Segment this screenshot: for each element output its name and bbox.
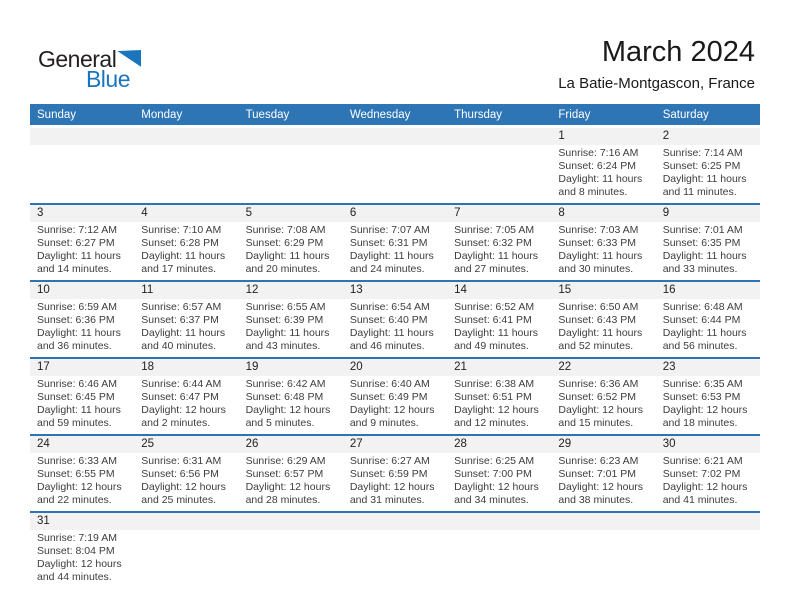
day-number-empty — [551, 513, 655, 530]
daylight-text: Daylight: 12 hours and 22 minutes. — [37, 481, 122, 506]
day-cell — [239, 455, 343, 507]
day-number: 12 — [245, 284, 259, 296]
day-cell — [447, 455, 551, 507]
daylight-text: Daylight: 11 hours and 11 minutes. — [662, 173, 747, 198]
sunrise-text: Sunrise: 6:40 AM — [349, 378, 430, 390]
daylight-text: Daylight: 12 hours and 2 minutes. — [141, 404, 226, 429]
sunrise-text: Sunrise: 6:21 AM — [662, 455, 743, 467]
day-details-row — [30, 376, 760, 434]
day-cell — [239, 224, 343, 276]
day-number-empty — [134, 513, 238, 530]
day-number-empty — [30, 128, 134, 145]
day-number-band — [30, 513, 760, 530]
daylight-text: Daylight: 12 hours and 9 minutes. — [349, 404, 435, 429]
daylight-text: Daylight: 12 hours and 15 minutes. — [558, 404, 644, 429]
daylight-text: Daylight: 11 hours and 27 minutes. — [454, 250, 538, 275]
day-number: 25 — [141, 438, 155, 450]
day-cell — [30, 224, 134, 276]
day-number: 27 — [349, 438, 363, 450]
sunrise-text: Sunrise: 6:25 AM — [454, 455, 535, 467]
sunrise-text: Sunrise: 6:38 AM — [454, 378, 535, 390]
sunrise-text: Sunrise: 6:31 AM — [141, 455, 222, 467]
daylight-text: Daylight: 12 hours and 18 minutes. — [662, 404, 748, 429]
sunrise-text: Sunrise: 7:08 AM — [245, 224, 326, 236]
weekday-header-friday: Friday — [558, 108, 591, 121]
sunrise-text: Sunrise: 6:27 AM — [349, 455, 430, 467]
daylight-text: Daylight: 11 hours and 40 minutes. — [141, 327, 226, 352]
day-number: 7 — [454, 207, 461, 219]
sunrise-text: Sunrise: 7:07 AM — [349, 224, 430, 236]
sunrise-text: Sunrise: 7:14 AM — [662, 147, 743, 159]
sunrise-text: Sunrise: 7:05 AM — [454, 224, 535, 236]
daylight-text: Daylight: 12 hours and 28 minutes. — [245, 481, 331, 506]
daylight-text: Daylight: 12 hours and 41 minutes. — [662, 481, 748, 506]
sunset-text: Sunset: 6:39 PM — [245, 314, 324, 326]
sunset-text: Sunset: 6:37 PM — [141, 314, 219, 326]
day-cell — [447, 301, 551, 353]
sunset-text: Sunset: 6:41 PM — [454, 314, 532, 326]
day-cell-empty — [239, 532, 343, 584]
day-cell — [30, 455, 134, 507]
day-number-empty — [447, 128, 551, 145]
week-row — [30, 359, 760, 436]
day-number-band — [30, 205, 760, 222]
sunrise-text: Sunrise: 6:50 AM — [558, 301, 639, 313]
daylight-text: Daylight: 12 hours and 31 minutes. — [349, 481, 435, 506]
sunrise-text: Sunrise: 6:23 AM — [558, 455, 639, 467]
sunset-text: Sunset: 7:02 PM — [662, 468, 741, 480]
day-number-empty — [239, 128, 343, 145]
daylight-text: Daylight: 11 hours and 56 minutes. — [662, 327, 747, 352]
daylight-text: Daylight: 12 hours and 44 minutes. — [37, 558, 122, 583]
day-number: 10 — [37, 284, 50, 296]
day-number-band — [30, 359, 760, 376]
sunrise-text: Sunrise: 6:52 AM — [454, 301, 535, 313]
sunrise-text: Sunrise: 6:59 AM — [37, 301, 117, 313]
day-cell-empty — [343, 147, 447, 199]
day-cell-empty — [551, 532, 655, 584]
page-subtitle: La Batie-Montgascon, France — [558, 75, 755, 92]
day-cell — [656, 224, 760, 276]
daylight-text: Daylight: 11 hours and 17 minutes. — [141, 250, 226, 275]
day-number-empty — [343, 128, 447, 145]
sunset-text: Sunset: 6:32 PM — [454, 237, 532, 249]
day-number: 13 — [349, 284, 363, 296]
daylight-text: Daylight: 11 hours and 30 minutes. — [558, 250, 643, 275]
daylight-text: Daylight: 11 hours and 24 minutes. — [349, 250, 434, 275]
daylight-text: Daylight: 11 hours and 49 minutes. — [454, 327, 538, 352]
sunrise-text: Sunrise: 7:01 AM — [662, 224, 743, 236]
day-cell — [239, 301, 343, 353]
weekday-header-tuesday: Tuesday — [245, 108, 290, 121]
day-number: 2 — [662, 130, 670, 142]
day-number: 23 — [662, 361, 676, 373]
day-cell — [343, 378, 447, 430]
sunrise-text: Sunrise: 7:16 AM — [558, 147, 639, 159]
day-number: 6 — [349, 207, 357, 219]
daylight-text: Daylight: 12 hours and 12 minutes. — [454, 404, 539, 429]
week-row — [30, 436, 760, 513]
daylight-text: Daylight: 11 hours and 14 minutes. — [37, 250, 121, 275]
daylight-text: Daylight: 12 hours and 25 minutes. — [141, 481, 226, 506]
weekday-header-sunday: Sunday — [37, 108, 77, 121]
day-cell — [134, 301, 238, 353]
sunrise-text: Sunrise: 6:29 AM — [245, 455, 326, 467]
sunrise-text: Sunrise: 7:19 AM — [37, 532, 117, 544]
day-number-band — [30, 128, 760, 145]
day-number-band — [30, 282, 760, 299]
day-number: 16 — [662, 284, 676, 296]
day-number: 1 — [558, 130, 565, 142]
sunset-text: Sunset: 6:33 PM — [558, 237, 637, 249]
page-title: March 2024 — [601, 36, 755, 68]
daylight-text: Daylight: 12 hours and 34 minutes. — [454, 481, 539, 506]
daylight-text: Daylight: 11 hours and 20 minutes. — [245, 250, 330, 275]
sunrise-text: Sunrise: 7:10 AM — [141, 224, 222, 236]
day-details-row — [30, 530, 760, 588]
daylight-text: Daylight: 11 hours and 33 minutes. — [662, 250, 747, 275]
day-number: 3 — [37, 207, 44, 219]
sunset-text: Sunset: 7:01 PM — [558, 468, 637, 480]
sunset-text: Sunset: 6:57 PM — [245, 468, 324, 480]
sunset-text: Sunset: 6:55 PM — [37, 468, 115, 480]
day-number: 5 — [245, 207, 252, 219]
daylight-text: Daylight: 11 hours and 52 minutes. — [558, 327, 643, 352]
day-cell — [447, 378, 551, 430]
day-number: 26 — [245, 438, 259, 450]
day-number-band — [30, 436, 760, 453]
day-number-empty — [343, 513, 447, 530]
sunrise-text: Sunrise: 6:55 AM — [245, 301, 326, 313]
day-cell — [551, 147, 655, 199]
week-row — [30, 513, 760, 588]
weekday-header-wednesday: Wednesday — [349, 108, 411, 121]
day-cell — [343, 301, 447, 353]
sunset-text: Sunset: 6:35 PM — [662, 237, 741, 249]
sunset-text: Sunset: 6:24 PM — [558, 160, 637, 172]
sunset-text: Sunset: 6:48 PM — [245, 391, 324, 403]
sunset-text: Sunset: 6:27 PM — [37, 237, 115, 249]
daylight-text: Daylight: 11 hours and 59 minutes. — [37, 404, 121, 429]
sunrise-text: Sunrise: 6:35 AM — [662, 378, 743, 390]
daylight-text: Daylight: 11 hours and 8 minutes. — [558, 173, 643, 198]
weekday-header-monday: Monday — [141, 108, 183, 121]
day-details-row — [30, 145, 760, 203]
day-cell — [30, 301, 134, 353]
sunset-text: Sunset: 6:44 PM — [662, 314, 741, 326]
day-details-row — [30, 453, 760, 511]
day-cell-empty — [30, 147, 134, 199]
weekday-header-saturday: Saturday — [662, 108, 709, 121]
day-cell — [656, 378, 760, 430]
sunrise-text: Sunrise: 6:42 AM — [245, 378, 326, 390]
day-number: 21 — [454, 361, 467, 373]
day-number: 14 — [454, 284, 467, 296]
sunset-text: Sunset: 7:00 PM — [454, 468, 532, 480]
day-cell — [551, 455, 655, 507]
day-number: 29 — [558, 438, 572, 450]
day-number: 4 — [141, 207, 148, 219]
sunset-text: Sunset: 6:47 PM — [141, 391, 219, 403]
sunrise-text: Sunrise: 7:12 AM — [37, 224, 117, 236]
sunrise-text: Sunrise: 6:48 AM — [662, 301, 743, 313]
sunset-text: Sunset: 6:31 PM — [349, 237, 428, 249]
day-cell-empty — [343, 532, 447, 584]
day-cell — [134, 224, 238, 276]
sunset-text: Sunset: 8:04 PM — [37, 545, 115, 557]
logo-triangle-icon — [117, 50, 141, 67]
daylight-text: Daylight: 12 hours and 5 minutes. — [245, 404, 331, 429]
sunset-text: Sunset: 6:29 PM — [245, 237, 324, 249]
day-cell-empty — [134, 147, 238, 199]
day-cell — [30, 378, 134, 430]
sunrise-text: Sunrise: 6:44 AM — [141, 378, 222, 390]
day-cell — [30, 532, 134, 584]
day-cell — [656, 301, 760, 353]
calendar-weeks — [30, 128, 760, 588]
day-cell-empty — [447, 532, 551, 584]
sunset-text: Sunset: 6:52 PM — [558, 391, 637, 403]
day-number-empty — [239, 513, 343, 530]
daylight-text: Daylight: 11 hours and 36 minutes. — [37, 327, 121, 352]
day-details-row — [30, 299, 760, 357]
day-cell — [239, 378, 343, 430]
day-cell — [134, 455, 238, 507]
logo-text-blue: Blue — [85, 66, 130, 92]
day-cell — [343, 455, 447, 507]
day-cell — [134, 378, 238, 430]
day-number: 9 — [662, 207, 670, 219]
day-cell-empty — [656, 532, 760, 584]
day-number-empty — [134, 128, 238, 145]
week-row — [30, 282, 760, 359]
day-number: 17 — [37, 361, 50, 373]
sunset-text: Sunset: 6:43 PM — [558, 314, 637, 326]
day-number: 20 — [349, 361, 363, 373]
day-number: 11 — [141, 284, 154, 296]
sunset-text: Sunset: 6:36 PM — [37, 314, 115, 326]
day-number: 15 — [558, 284, 572, 296]
sunset-text: Sunset: 6:28 PM — [141, 237, 219, 249]
sunset-text: Sunset: 6:40 PM — [349, 314, 428, 326]
sunrise-text: Sunrise: 6:36 AM — [558, 378, 639, 390]
day-cell-empty — [134, 532, 238, 584]
day-number: 22 — [558, 361, 572, 373]
sunrise-text: Sunrise: 7:03 AM — [558, 224, 639, 236]
day-number-empty — [447, 513, 551, 530]
weekday-header-row — [30, 104, 760, 125]
day-number: 24 — [37, 438, 50, 450]
day-cell — [656, 455, 760, 507]
day-cell — [343, 224, 447, 276]
day-cell-empty — [239, 147, 343, 199]
day-cell — [551, 224, 655, 276]
sunset-text: Sunset: 6:59 PM — [349, 468, 428, 480]
sunrise-text: Sunrise: 6:46 AM — [37, 378, 117, 390]
day-number: 31 — [37, 515, 50, 527]
day-cell — [551, 301, 655, 353]
sunrise-text: Sunrise: 6:54 AM — [349, 301, 430, 313]
sunset-text: Sunset: 6:56 PM — [141, 468, 219, 480]
sunset-text: Sunset: 6:25 PM — [662, 160, 741, 172]
week-row — [30, 205, 760, 282]
sunrise-text: Sunrise: 6:57 AM — [141, 301, 222, 313]
day-cell — [551, 378, 655, 430]
sunrise-text: Sunrise: 6:33 AM — [37, 455, 117, 467]
day-cell — [656, 147, 760, 199]
day-cell — [447, 224, 551, 276]
sunset-text: Sunset: 6:45 PM — [37, 391, 115, 403]
day-number-empty — [656, 513, 760, 530]
sunset-text: Sunset: 6:53 PM — [662, 391, 741, 403]
calendar-table — [30, 104, 760, 588]
daylight-text: Daylight: 11 hours and 46 minutes. — [349, 327, 434, 352]
daylight-text: Daylight: 11 hours and 43 minutes. — [245, 327, 330, 352]
sunset-text: Sunset: 6:51 PM — [454, 391, 532, 403]
logo-text-general: General — [38, 46, 117, 72]
day-number: 19 — [245, 361, 259, 373]
day-number: 28 — [454, 438, 467, 450]
day-number: 30 — [662, 438, 676, 450]
weekday-header-thursday: Thursday — [454, 108, 503, 121]
day-number: 8 — [558, 207, 565, 219]
day-cell-empty — [447, 147, 551, 199]
general-blue-logo — [38, 46, 158, 92]
week-row — [30, 128, 760, 205]
day-details-row — [30, 222, 760, 280]
daylight-text: Daylight: 12 hours and 38 minutes. — [558, 481, 644, 506]
day-number: 18 — [141, 361, 155, 373]
sunset-text: Sunset: 6:49 PM — [349, 391, 428, 403]
title-block — [558, 36, 755, 92]
